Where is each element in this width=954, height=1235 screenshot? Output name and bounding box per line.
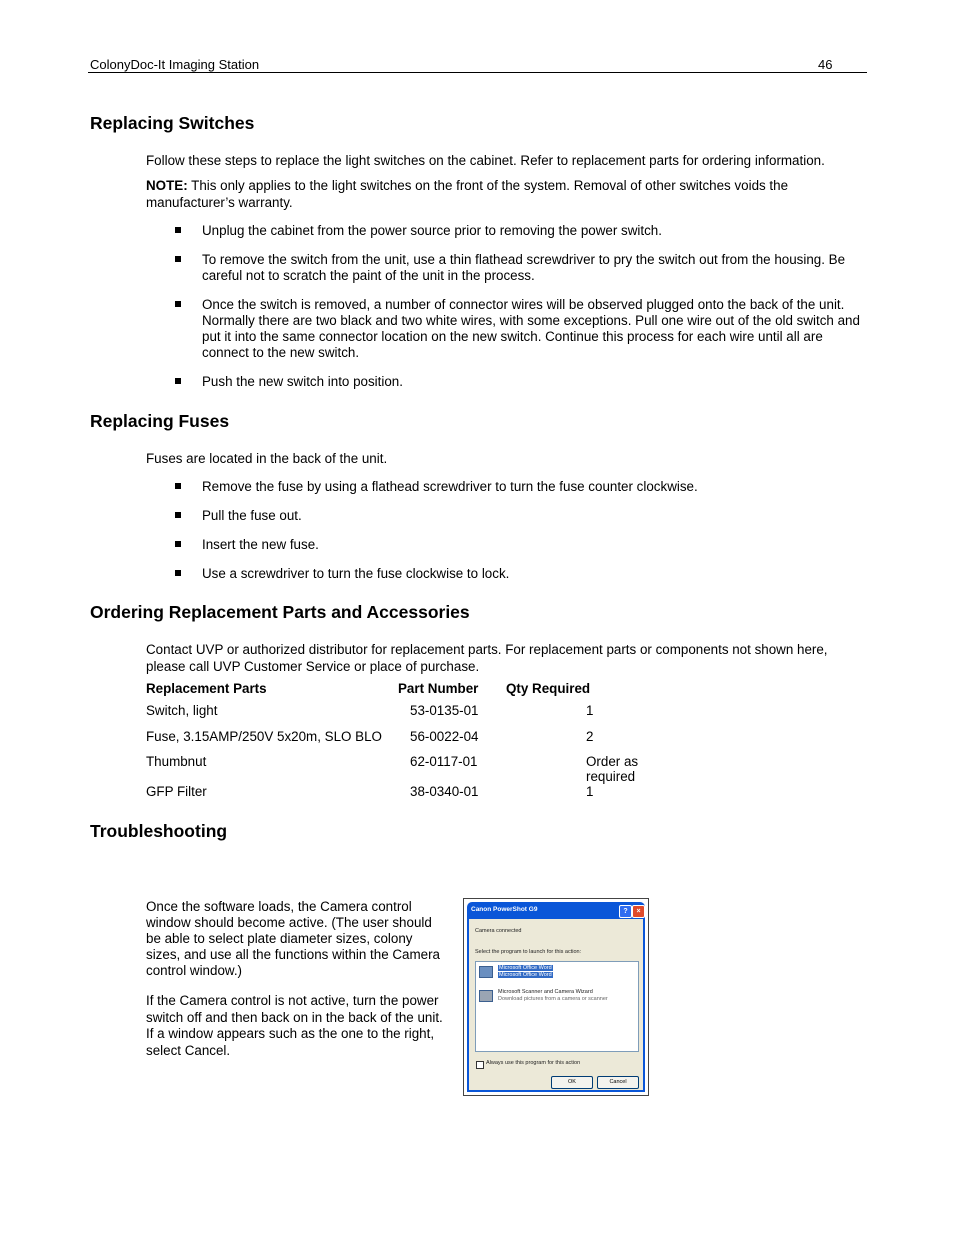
part-name: Switch, light <box>146 703 218 718</box>
ordering-heading: Ordering Replacement Parts and Accessories <box>90 602 470 622</box>
table-header-row <box>146 681 666 703</box>
dialog-prompt: Select the program to launch for this action: <box>475 949 582 955</box>
part-number: 38-0340-01 <box>410 784 479 799</box>
part-qty: Order as required <box>586 754 639 784</box>
step-text: To remove the switch from the unit, use a thin flathead screwdriver to pry the switch out from the housing. Be careful not to scratch the paint of the unit in the process. <box>202 252 846 283</box>
switches-heading: Replacing Switches <box>90 113 255 133</box>
page-number: 46 <box>818 57 833 72</box>
list-item <box>174 252 864 284</box>
fuses-heading: Replacing Fuses <box>90 411 230 431</box>
step-text: Unplug the cabinet from the power source prior to removing the power switch. <box>202 223 662 238</box>
step-text: Remove the fuse by using a flathead screwdriver to turn the fuse counter clockwise. <box>202 479 698 494</box>
step-text: Push the new switch into position. <box>202 374 403 389</box>
program-item-scanner: Microsoft Scanner and Camera Wizard <box>498 989 593 995</box>
part-qty: 2 <box>586 728 594 744</box>
note-text: This only applies to the light switches on the front of the system. Removal of other switches voids the manufacturer’s warranty. <box>146 178 789 210</box>
switches-intro: Follow these steps to replace the light switches on the cabinet. Refer to replacement parts for ordering information. <box>146 153 825 168</box>
note-label: NOTE: <box>146 178 188 193</box>
step-text: Insert the new fuse. <box>202 537 319 552</box>
part-qty: 1 <box>586 703 594 718</box>
bullet-icon <box>175 541 181 547</box>
bullet-icon <box>175 378 181 384</box>
list-item <box>174 566 864 582</box>
troubleshooting-para1: Once the software loads, the Camera control window should become active. (The user should be able to select plate diameter sizes, colony sizes, and use all the functions within the Camera control window.) <box>146 899 441 978</box>
column-header: Qty Required <box>506 681 591 696</box>
table-row <box>146 703 666 729</box>
parts-table <box>146 681 666 810</box>
part-number: 53-0135-01 <box>410 703 479 718</box>
program-item-scanner-sub: Download pictures from a camera or scanner <box>498 996 608 1002</box>
checkbox-label: Always use this program for this action <box>486 1060 581 1066</box>
fuses-steps <box>174 479 864 595</box>
program-item-word-sub: Microsoft Office Word <box>499 972 552 978</box>
part-qty: 1 <box>586 784 594 799</box>
part-name: Fuse, 3.15AMP/250V 5x20m, SLO BLO <box>146 728 382 744</box>
column-header: Part Number <box>398 681 479 696</box>
list-item <box>174 537 864 553</box>
dialog-body <box>469 919 643 1090</box>
troubleshooting-para2: If the Camera control is not active, turn the power switch off and then back on in the back of the unit. If a window appears such as the one to the right, select Cancel. <box>146 993 443 1058</box>
bullet-icon <box>175 256 181 262</box>
autoplay-dialog <box>467 902 645 1092</box>
column-header: Replacement Parts <box>146 681 267 696</box>
part-number: 56-0022-04 <box>410 728 479 744</box>
list-item <box>174 479 864 495</box>
list-item <box>174 374 864 390</box>
word-icon <box>479 966 493 978</box>
list-item <box>174 508 864 524</box>
table-row <box>146 754 666 784</box>
step-text: Once the switch is removed, a number of connector wires will be observed plugged onto the back of the unit. Normally there are two black and two white wires, with some exceptions. Pull one wire out of the old switch and put it into the same connector location on the new switch. Continue this process for each wire until all are connect to the new switch. <box>202 297 860 360</box>
program-item-word: Microsoft Office Word <box>499 965 552 971</box>
bullet-icon <box>175 483 181 489</box>
ordering-intro: Contact UVP or authorized distributor for replacement parts. For replacement parts or components not shown here, please call UVP Customer Service or place of purchase. <box>146 642 828 674</box>
list-item <box>174 223 864 239</box>
help-icon: ? <box>619 905 632 918</box>
troubleshooting-heading: Troubleshooting <box>90 821 228 841</box>
step-text: Pull the fuse out. <box>202 508 302 523</box>
scanner-icon <box>479 990 493 1002</box>
bullet-icon <box>175 570 181 576</box>
part-name: GFP Filter <box>146 784 207 799</box>
list-item <box>174 297 864 361</box>
dialog-screenshot <box>463 898 649 1096</box>
step-text: Use a screwdriver to turn the fuse clockwise to lock. <box>202 566 510 581</box>
table-row <box>146 784 666 810</box>
header-title: ColonyDoc-It Imaging Station <box>90 57 260 72</box>
part-name: Thumbnut <box>146 754 207 769</box>
switches-steps <box>174 223 864 403</box>
bullet-icon <box>175 512 181 518</box>
close-icon: × <box>632 905 645 918</box>
table-row <box>146 729 666 755</box>
switches-note <box>146 177 846 211</box>
dialog-title: Canon PowerShot G9 <box>471 906 538 913</box>
bullet-icon <box>175 301 181 307</box>
dialog-status: Camera connected <box>475 928 522 934</box>
bullet-icon <box>175 227 181 233</box>
fuses-intro: Fuses are located in the back of the unit. <box>146 451 388 466</box>
part-number: 62-0117-01 <box>410 754 478 769</box>
always-use-checkbox <box>476 1061 484 1069</box>
program-list <box>475 961 639 1052</box>
header-divider <box>88 72 867 73</box>
ok-button: OK <box>551 1076 593 1089</box>
cancel-button: Cancel <box>597 1076 639 1089</box>
